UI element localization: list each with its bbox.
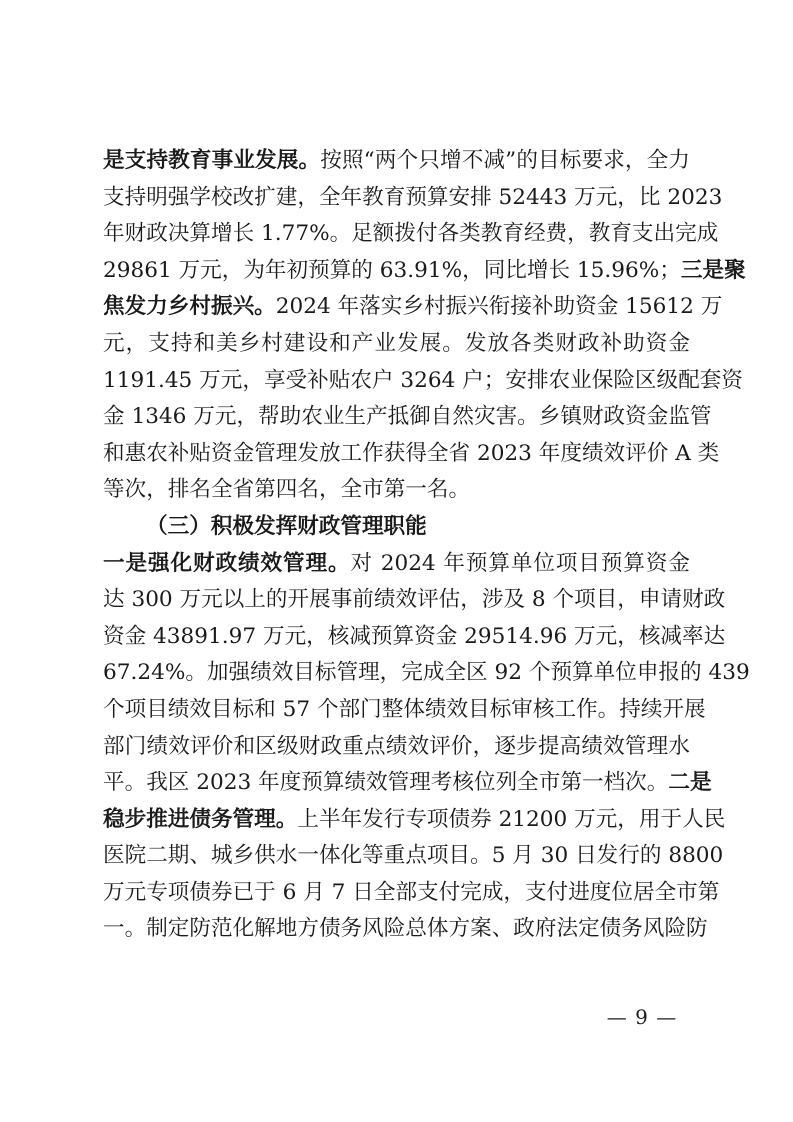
text-line bbox=[103, 911, 708, 948]
line-text: 2024 年落实乡村振兴衔接补助资金 15612 万 bbox=[275, 294, 723, 320]
bold-lead: 稳步推进债务管理。 bbox=[103, 806, 298, 832]
text-line bbox=[103, 802, 726, 839]
line-text: 对 2024 年预算单位项目预算资金 bbox=[350, 550, 690, 576]
text-line bbox=[103, 363, 743, 400]
text-line bbox=[103, 729, 690, 766]
text-line bbox=[103, 838, 724, 875]
section-heading bbox=[103, 509, 690, 546]
line-text: 医院二期、城乡供水一体化等重点项目。5 月 30 日发行的 8800 bbox=[103, 843, 724, 869]
text-line bbox=[103, 326, 690, 363]
text-line bbox=[103, 399, 712, 436]
text-line bbox=[103, 655, 750, 692]
line-text: 上半年发行专项债券 21200 万元，用于人民 bbox=[297, 806, 726, 832]
text-line bbox=[103, 546, 690, 583]
text-line bbox=[103, 143, 690, 180]
line-text: 和惠农补贴资金管理发放工作获得全省 2023 年度绩效评价 A 类 bbox=[103, 440, 720, 466]
body-text bbox=[103, 143, 750, 948]
bold-trail: 二是 bbox=[668, 770, 712, 796]
line-text: 按照“两个只增不减”的目标要求，全力 bbox=[320, 148, 690, 173]
line-text: 平。我区 2023 年度预算绩效管理考核位列全市第一档次。 bbox=[103, 770, 669, 796]
text-line bbox=[103, 289, 723, 326]
line-text: 部门绩效评价和区级财政重点绩效评价，逐步提高绩效管理水 bbox=[103, 733, 690, 759]
text-line bbox=[103, 619, 726, 656]
bold-trail: 三是聚 bbox=[680, 257, 746, 283]
line-text: 资金 43891.97 万元，核减预算资金 29514.96 万元，核减率达 bbox=[103, 623, 726, 649]
text-line bbox=[103, 472, 690, 509]
heading-text: （三）积极发挥财政管理职能 bbox=[146, 513, 427, 539]
text-line bbox=[103, 253, 746, 290]
line-text: 29861 万元，为年初预算的 63.91%，同比增长 15.96%； bbox=[103, 257, 681, 283]
line-text: 一。制定防范化解地方债务风险总体方案、政府法定债务风险防 bbox=[103, 916, 708, 942]
text-line bbox=[103, 692, 706, 729]
line-text: 达 300 万元以上的开展事前绩效评估，涉及 8 个项目，申请财政 bbox=[103, 587, 726, 613]
bold-lead: 一是强化财政绩效管理。 bbox=[103, 550, 351, 576]
line-text: 元，支持和美乡村建设和产业发展。发放各类财政补助资金 bbox=[103, 330, 690, 356]
line-text: 万元专项债券已于 6 月 7 日全部支付完成，支付进度位居全市第 bbox=[103, 879, 720, 905]
bold-lead: 焦发力乡村振兴。 bbox=[103, 294, 276, 320]
text-line bbox=[103, 582, 726, 619]
line-text: 个项目绩效目标和 57 个部门整体绩效目标审核工作。持续开展 bbox=[103, 696, 706, 722]
text-line bbox=[103, 216, 719, 253]
line-text: 金 1346 万元，帮助农业生产抵御自然灾害。乡镇财政资金监管 bbox=[103, 404, 712, 430]
text-line bbox=[103, 765, 712, 802]
line-text: 年财政决算增长 1.77%。足额拨付各类教育经费，教育支出完成 bbox=[103, 221, 719, 247]
text-line bbox=[103, 875, 720, 912]
page-number: — 9 — bbox=[606, 1005, 678, 1029]
line-text: 1191.45 万元，享受补贴农户 3264 户；安排农业保险区级配套资 bbox=[103, 367, 743, 393]
bold-lead: 是支持教育事业发展。 bbox=[103, 148, 321, 173]
line-text: 等次，排名全省第四名，全市第一名。 bbox=[103, 477, 471, 503]
text-line bbox=[103, 180, 723, 217]
text-line bbox=[103, 436, 720, 473]
line-text: 支持明强学校改扩建，全年教育预算安排 52443 万元，比 2023 bbox=[103, 184, 723, 210]
line-text: 67.24%。加强绩效目标管理，完成全区 92 个预算单位申报的 439 bbox=[103, 660, 750, 686]
